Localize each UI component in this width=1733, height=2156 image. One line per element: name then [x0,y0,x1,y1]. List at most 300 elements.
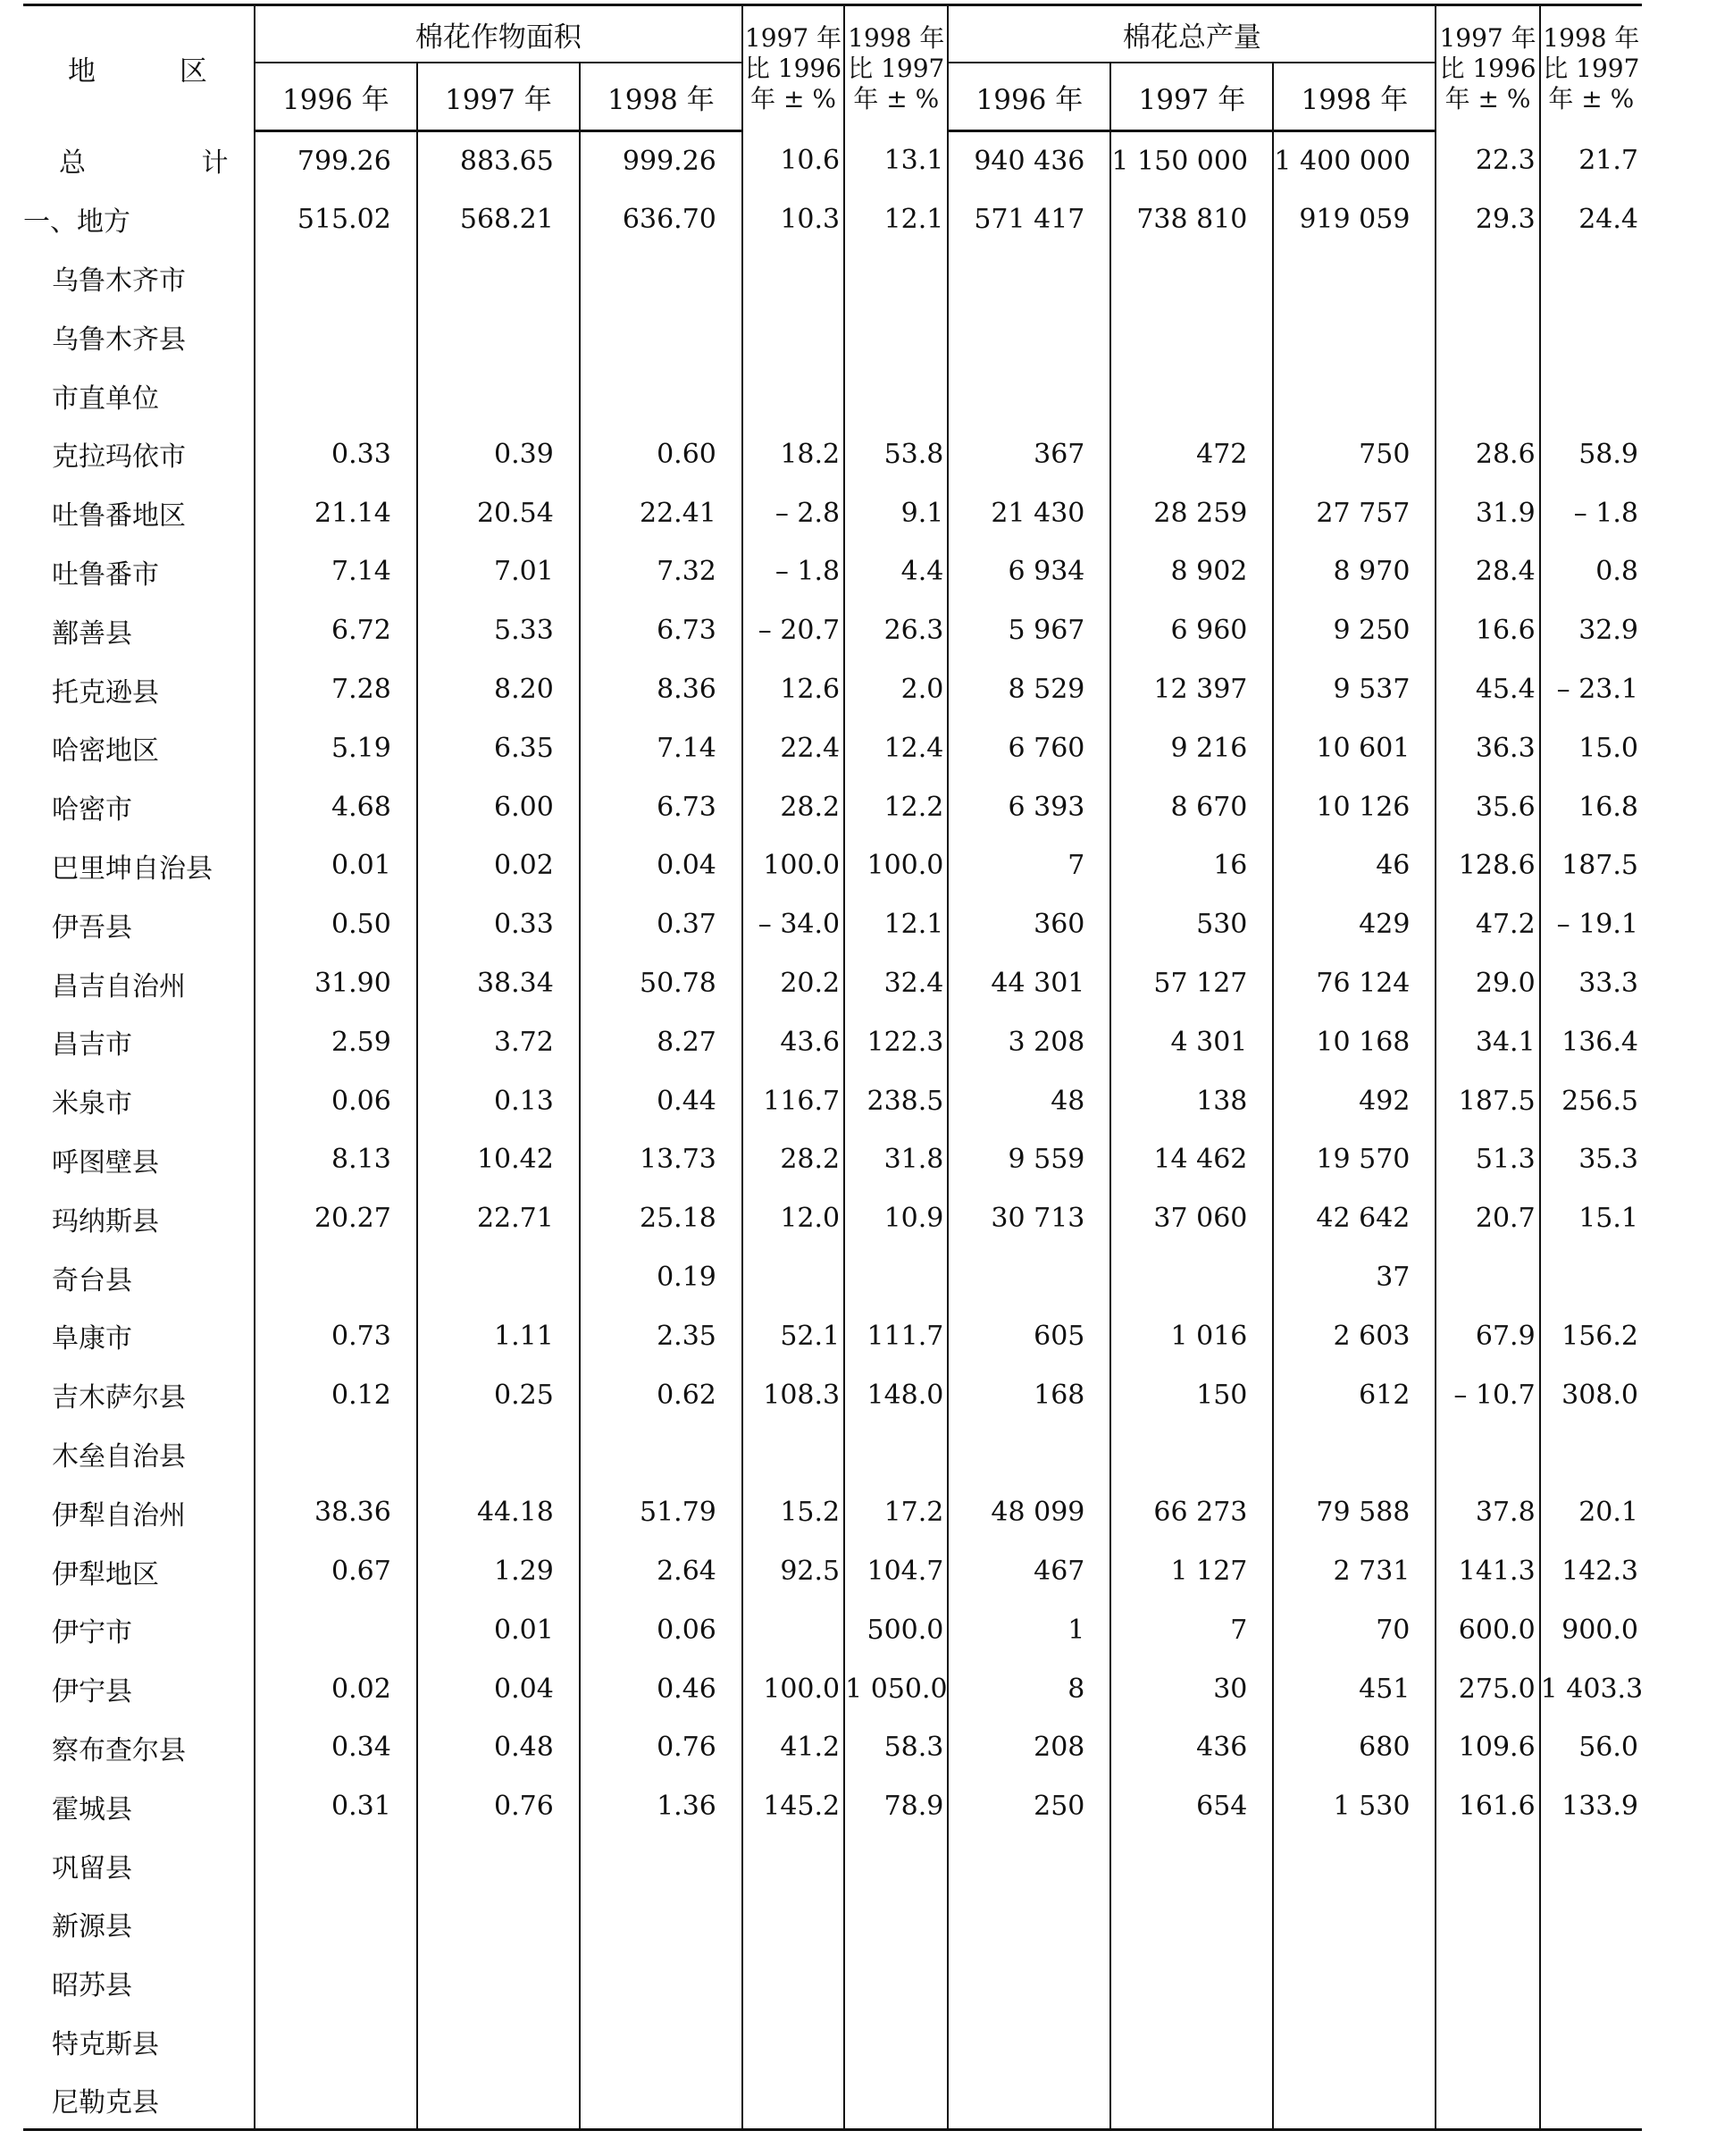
cell-ap98: 9.1 [844,483,948,542]
table-row [23,1542,1642,1601]
cell-ap98: 13.1 [844,131,948,190]
region-name-cell: 察布查尔县 [23,1718,255,1777]
cell-a97: 0.25 [417,1365,580,1424]
cell-ap97: – 34.0 [742,895,844,954]
cell-ap97: 145.2 [742,1777,844,1836]
cell-op97 [1436,1248,1539,1307]
region-name-cell: 一、地方 [23,189,255,248]
cell-op97: 275.0 [1436,1659,1539,1718]
cell-ap98: 2.0 [844,660,948,719]
cell-a96: 20.27 [255,1189,417,1248]
cell-op98: 15.1 [1578,1203,1638,1235]
cell-a97: 0.01 [417,1600,580,1659]
cell-op97: 16.6 [1436,601,1539,660]
cell-ap97 [742,1953,844,2012]
cell-ap98 [844,1248,948,1307]
cell-a98 [580,1894,742,1953]
cell-o98: 10 601 [1273,718,1436,777]
cell-o96: 6 934 [948,542,1110,601]
region-name-cell: 吐鲁番市 [23,542,255,601]
cell-a96 [255,1836,417,1895]
table-row [23,1894,1642,1953]
region-name-cell: 米泉市 [23,1071,255,1130]
cell-a96: 5.19 [255,718,417,777]
cell-op97: 29.0 [1436,954,1539,1013]
cell-a97 [417,248,580,307]
cell-o98: 429 [1273,895,1436,954]
cell-a97: 20.54 [417,483,580,542]
cell-o97: 9 216 [1110,718,1273,777]
cell-ap98: 12.1 [844,895,948,954]
cell-ap98: 1 050.0 [844,1659,948,1718]
cell-ap98 [844,307,948,366]
cell-ap97: 18.2 [742,424,844,483]
cell-ap98: 53.8 [844,424,948,483]
cell-a98: 8.36 [580,660,742,719]
cell-a97: 8.20 [417,660,580,719]
cell-op98: 900.0 [1561,1614,1638,1646]
cell-op97 [1436,1953,1539,2012]
table-row [23,1130,1642,1189]
cell-o97: 738 810 [1110,189,1273,248]
cell-a96: 515.02 [255,189,417,248]
cell-ap97 [742,366,844,425]
cell-op97: 22.3 [1436,131,1539,190]
cell-a98: 25.18 [580,1189,742,1248]
cell-o97: 436 [1110,1718,1273,1777]
cell-o96 [948,1836,1110,1895]
cell-o98: 79 588 [1273,1483,1436,1542]
cell-o98: 10 168 [1273,1012,1436,1071]
region-name-cell: 玛纳斯县 [23,1189,255,1248]
cell-o97: 37 060 [1110,1189,1273,1248]
cell-o97: 6 960 [1110,601,1273,660]
cell-a97: 883.65 [417,131,580,190]
cell-a98: 7.14 [580,718,742,777]
cell-a96: 0.67 [255,1542,417,1601]
cell-o96: 5 967 [948,601,1110,660]
cell-ap97: 20.2 [742,954,844,1013]
cell-o98: 42 642 [1273,1189,1436,1248]
cell-o98 [1273,248,1436,307]
cell-op97: 187.5 [1436,1071,1539,1130]
table-row [23,131,1642,190]
cell-op98: 136.4 [1561,1026,1638,1058]
region-name-cell: 乌鲁木齐县 [23,307,255,366]
region-name-cell: 总 计 [23,131,255,190]
cell-o98: 451 [1273,1659,1436,1718]
cell-a96 [255,2012,417,2071]
cell-o96 [948,2071,1110,2130]
header-output-1998: 1998 年 [1273,63,1436,131]
cell-o96: 168 [948,1365,1110,1424]
table-row [23,1248,1642,1307]
cell-op97 [1436,1836,1539,1895]
region-name-cell: 克拉玛依市 [23,424,255,483]
cotton-table [23,4,1642,2131]
cell-a96: 0.12 [255,1365,417,1424]
cell-a98: 0.46 [580,1659,742,1718]
cell-op97: 20.7 [1436,1189,1539,1248]
cell-ap98: 4.4 [844,542,948,601]
cell-ap98 [844,2012,948,2071]
cell-op98: 187.5 [1561,850,1638,882]
region-name-cell: 昌吉自治州 [23,954,255,1013]
cell-o96 [948,366,1110,425]
cell-a97 [417,1248,580,1307]
cell-ap97: 15.2 [742,1483,844,1542]
cell-o96: 48 099 [948,1483,1110,1542]
cell-o98: 919 059 [1273,189,1436,248]
cell-o96 [948,1953,1110,2012]
cell-ap98: 148.0 [844,1365,948,1424]
cell-a96: 6.72 [255,601,417,660]
cell-op97 [1436,248,1539,307]
cell-o97 [1110,1953,1273,2012]
cell-a97 [417,1424,580,1483]
cell-op98 [1540,1424,1642,1483]
table-row [23,1189,1642,1248]
cell-a97 [417,1953,580,2012]
cell-ap98: 122.3 [844,1012,948,1071]
cell-a98: 22.41 [580,483,742,542]
cell-o97 [1110,1424,1273,1483]
region-name-cell: 昌吉市 [23,1012,255,1071]
cell-op98: 56.0 [1578,1732,1638,1764]
cell-o98: 37 [1273,1248,1436,1307]
cell-a98: 13.73 [580,1130,742,1189]
cell-o96: 8 [948,1659,1110,1718]
table-row [23,601,1642,660]
cell-o97: 30 [1110,1659,1273,1718]
cell-op98: 1 403.3 [1540,1673,1644,1705]
cell-o97: 1 127 [1110,1542,1273,1601]
region-name-cell: 昭苏县 [23,1953,255,2012]
table-row [23,424,1642,483]
cell-op98: 21.7 [1578,144,1638,176]
cell-op98 [1540,1894,1642,1953]
cell-o98: 19 570 [1273,1130,1436,1189]
region-name-cell: 木垒自治县 [23,1424,255,1483]
cell-op98: 133.9 [1561,1791,1638,1823]
table-row [23,1953,1642,2012]
cell-o96: 48 [948,1071,1110,1130]
cell-a97: 10.42 [417,1130,580,1189]
cell-o97: 472 [1110,424,1273,483]
cell-o96: 360 [948,895,1110,954]
cell-a96: 799.26 [255,131,417,190]
cell-ap98 [844,2071,948,2130]
cell-a97: 1.11 [417,1306,580,1365]
cell-a98: 0.06 [580,1600,742,1659]
cell-a98: 51.79 [580,1483,742,1542]
cell-a98: 8.27 [580,1012,742,1071]
table-row [23,248,1642,307]
cell-a97: 3.72 [417,1012,580,1071]
header-area-group: 棉花作物面积 [255,5,742,63]
header-region: 地 区 [23,5,255,131]
cell-ap97: 12.0 [742,1189,844,1248]
cell-o96: 44 301 [948,954,1110,1013]
cell-ap98 [844,1424,948,1483]
table-row [23,954,1642,1013]
cell-o97 [1110,1248,1273,1307]
cell-op98: 142.3 [1561,1556,1638,1588]
table-row [23,836,1642,895]
cell-op97 [1436,1424,1539,1483]
cell-o98: 27 757 [1273,483,1436,542]
cell-op98 [1540,366,1642,425]
cell-a96 [255,1248,417,1307]
cell-a98 [580,1953,742,2012]
cell-o97: 66 273 [1110,1483,1273,1542]
cell-op98: 24.4 [1578,203,1638,235]
cell-a98: 2.64 [580,1542,742,1601]
header-output-pct-97: 1997 年比 1996 年 ± % [1436,5,1539,131]
cell-o97: 12 397 [1110,660,1273,719]
cell-op97: 31.9 [1436,483,1539,542]
cell-a98 [580,2071,742,2130]
cell-op98 [1540,1248,1642,1307]
table-row [23,1777,1642,1836]
cell-ap98 [844,1894,948,1953]
cell-op97: 51.3 [1436,1130,1539,1189]
table-row [23,1071,1642,1130]
cell-o97: 14 462 [1110,1130,1273,1189]
cell-a98 [580,366,742,425]
cell-o97 [1110,248,1273,307]
table-row [23,1718,1642,1777]
cell-o97: 7 [1110,1600,1273,1659]
cell-ap98: 17.2 [844,1483,948,1542]
region-name-cell: 特克斯县 [23,2012,255,2071]
region-name-cell: 吉木萨尔县 [23,1365,255,1424]
table-row [23,718,1642,777]
cell-ap97 [742,1600,844,1659]
cotton-statistics-document [23,4,1642,2131]
cell-op97: 28.6 [1436,424,1539,483]
region-name-cell: 巴里坤自治县 [23,836,255,895]
cell-o97: 1 150 000 [1110,131,1273,190]
cell-o98: 750 [1273,424,1436,483]
cell-a96 [255,1894,417,1953]
cell-a97 [417,1836,580,1895]
cell-o96: 30 713 [948,1189,1110,1248]
table-row [23,366,1642,425]
cell-a98: 50.78 [580,954,742,1013]
cell-op98: 32.9 [1578,615,1638,647]
header-area-1997: 1997 年 [417,63,580,131]
cell-op97: 600.0 [1436,1600,1539,1659]
cell-a96: 0.50 [255,895,417,954]
cell-op97: 141.3 [1436,1542,1539,1601]
cell-ap98: 111.7 [844,1306,948,1365]
cell-ap98: 78.9 [844,1777,948,1836]
cell-op97 [1436,366,1539,425]
cell-ap98: 58.3 [844,1718,948,1777]
cell-a97: 44.18 [417,1483,580,1542]
cell-op98: 156.2 [1561,1320,1638,1352]
cell-a96: 21.14 [255,483,417,542]
cell-op98: 308.0 [1561,1379,1638,1411]
cell-ap98: 26.3 [844,601,948,660]
cell-a96 [255,248,417,307]
cell-ap97 [742,307,844,366]
header-output-1997: 1997 年 [1110,63,1273,131]
region-name-cell: 吐鲁番地区 [23,483,255,542]
cell-o98: 2 603 [1273,1306,1436,1365]
cell-o98 [1273,307,1436,366]
cell-o96: 367 [948,424,1110,483]
cell-o96 [948,1248,1110,1307]
header-area-pct-97: 1997 年比 1996 年 ± % [742,5,844,131]
cell-o98: 492 [1273,1071,1436,1130]
cell-a96 [255,1953,417,2012]
cell-o96: 6 760 [948,718,1110,777]
cell-op98: – 23.1 [1556,674,1638,706]
cell-o97: 4 301 [1110,1012,1273,1071]
cell-o98: 1 530 [1273,1777,1436,1836]
cell-op98 [1540,1953,1642,2012]
cell-ap98 [844,1836,948,1895]
cell-a96: 2.59 [255,1012,417,1071]
table-row [23,1306,1642,1365]
cell-a96: 0.73 [255,1306,417,1365]
cell-o98 [1273,2012,1436,2071]
cell-op97: – 10.7 [1436,1365,1539,1424]
cell-o98: 9 250 [1273,601,1436,660]
cell-o97: 138 [1110,1071,1273,1130]
cell-ap97: 28.2 [742,777,844,836]
region-name-cell: 巩留县 [23,1836,255,1895]
cell-a98 [580,2012,742,2071]
header-area-1996: 1996 年 [255,63,417,131]
cell-a98: 6.73 [580,777,742,836]
cell-o98 [1273,1953,1436,2012]
cell-a96: 7.14 [255,542,417,601]
cell-op98: 0.8 [1595,556,1638,588]
cell-op97: 28.4 [1436,542,1539,601]
cell-a97 [417,2012,580,2071]
cell-op98 [1540,1836,1642,1895]
cell-op98 [1540,2012,1642,2071]
cell-ap97 [742,1248,844,1307]
cell-op97 [1436,307,1539,366]
cell-op97 [1436,2012,1539,2071]
cell-o98 [1273,1836,1436,1895]
cell-o97: 8 670 [1110,777,1273,836]
region-name-cell: 伊宁市 [23,1600,255,1659]
cell-o97: 8 902 [1110,542,1273,601]
cell-a96: 0.01 [255,836,417,895]
cell-op97: 128.6 [1436,836,1539,895]
cell-ap98: 12.1 [844,189,948,248]
cell-a98: 0.44 [580,1071,742,1130]
cell-o98 [1273,366,1436,425]
cell-o96: 940 436 [948,131,1110,190]
cell-o96 [948,307,1110,366]
cell-o96 [948,1424,1110,1483]
table-row [23,1365,1642,1424]
cell-a96: 7.28 [255,660,417,719]
cell-ap98: 32.4 [844,954,948,1013]
region-name-cell: 托克逊县 [23,660,255,719]
cell-o97: 150 [1110,1365,1273,1424]
cell-a96: 0.02 [255,1659,417,1718]
cell-a97 [417,1894,580,1953]
cell-a96: 4.68 [255,777,417,836]
cell-op98: 20.1 [1578,1497,1638,1529]
cell-ap97: 108.3 [742,1365,844,1424]
cell-ap98: 12.4 [844,718,948,777]
cell-o96: 571 417 [948,189,1110,248]
cell-op97: 67.9 [1436,1306,1539,1365]
cell-ap98 [844,366,948,425]
cell-o97: 530 [1110,895,1273,954]
cell-a98: 0.62 [580,1365,742,1424]
cell-a98: 0.60 [580,424,742,483]
cell-ap97: 100.0 [742,836,844,895]
cell-op98: – 1.8 [1573,497,1638,529]
region-name-cell: 乌鲁木齐市 [23,248,255,307]
region-name-cell: 呼图壁县 [23,1130,255,1189]
cell-a98 [580,1424,742,1483]
table-row [23,307,1642,366]
cell-a96: 8.13 [255,1130,417,1189]
cell-a97 [417,366,580,425]
cell-a96: 31.90 [255,954,417,1013]
cell-o96 [948,2012,1110,2071]
cell-a96 [255,2071,417,2130]
cell-op98: 256.5 [1561,1085,1638,1117]
region-name-cell: 伊宁县 [23,1659,255,1718]
table-row [23,542,1642,601]
cell-a98: 7.32 [580,542,742,601]
cell-a98: 6.73 [580,601,742,660]
cell-o98: 612 [1273,1365,1436,1424]
cell-o98: 76 124 [1273,954,1436,1013]
cell-a97: 568.21 [417,189,580,248]
table-row [23,1012,1642,1071]
cell-o96: 21 430 [948,483,1110,542]
cell-ap97: 12.6 [742,660,844,719]
cell-ap97: 10.3 [742,189,844,248]
cell-op98: 58.9 [1578,438,1638,470]
cell-a98: 0.04 [580,836,742,895]
cell-o97 [1110,2012,1273,2071]
region-name-cell: 哈密市 [23,777,255,836]
cell-a97: 0.33 [417,895,580,954]
region-name-cell: 奇台县 [23,1248,255,1307]
cell-op98: 15.0 [1578,732,1638,764]
cell-ap98: 238.5 [844,1071,948,1130]
region-name-cell: 伊吾县 [23,895,255,954]
cell-op97: 109.6 [1436,1718,1539,1777]
cell-op97: 37.8 [1436,1483,1539,1542]
cell-op97: 47.2 [1436,895,1539,954]
cell-op97: 161.6 [1436,1777,1539,1836]
cell-a97: 7.01 [417,542,580,601]
cell-o97 [1110,1836,1273,1895]
cell-a98: 2.35 [580,1306,742,1365]
cell-o97 [1110,1894,1273,1953]
cell-ap97: 100.0 [742,1659,844,1718]
region-name-cell: 哈密地区 [23,718,255,777]
cell-a97: 0.04 [417,1659,580,1718]
cell-a97: 6.35 [417,718,580,777]
cell-op97: 45.4 [1436,660,1539,719]
cell-ap97 [742,248,844,307]
